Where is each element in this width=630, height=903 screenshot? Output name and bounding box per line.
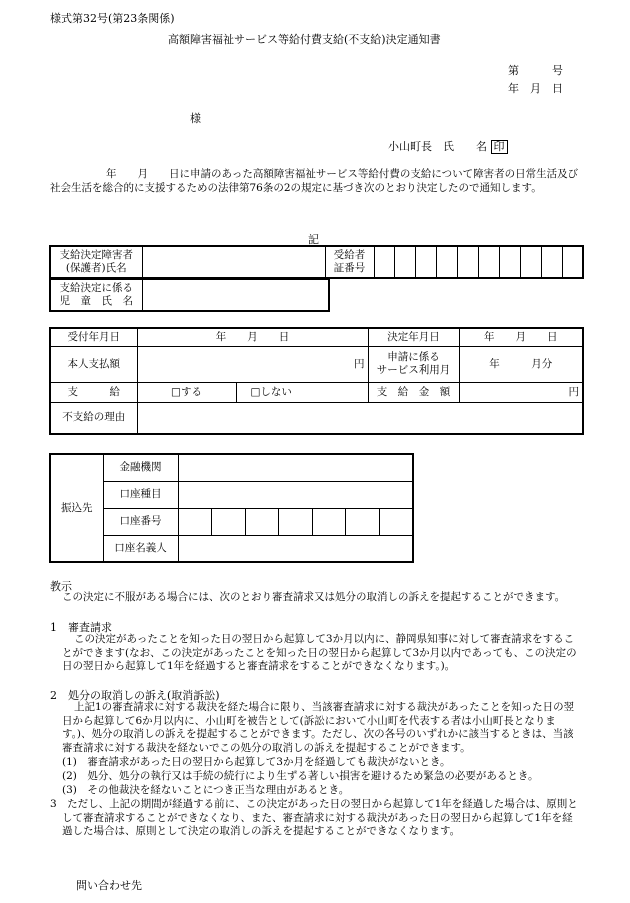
- section2-body: 上記1の審査請求に対する裁決を経た場合に限り、当該審査請求に対する裁決があったことを知った日の翌日から起算して6か月以内に、小山町を被告として(訴訟において小山町を代表する者は小山町長となります。)、処分の取消しの訴えを提起することができます。ただし、次の各号のいずれかに該当するときは、当該審査請求に対する裁決を経ないでこの処分の取消しの訴えを提起することができます。: [62, 701, 575, 754]
- document-title: 高額障害福祉サービス等給付費支給(不支給)決定通知書: [168, 33, 441, 46]
- payment-label: 支 給: [50, 382, 137, 402]
- recipient-name-label: 支給決定障害者 (保護者)氏名: [50, 246, 142, 278]
- item1: (1) 審査請求があった日の翌日から起算して3か月を経過しても裁決がないとき。: [62, 756, 451, 768]
- account-digit[interactable]: [245, 508, 279, 535]
- account-digit[interactable]: [212, 508, 246, 535]
- account-digit[interactable]: [346, 508, 380, 535]
- service-month-value[interactable]: 年 月分: [459, 346, 583, 382]
- cert-digit[interactable]: [541, 246, 562, 278]
- child-name-label: 支給決定に係る 児 童 氏 名: [50, 279, 142, 311]
- section1-title: 1 審査請求: [50, 621, 112, 634]
- payment-option-no[interactable]: □しない: [236, 382, 368, 402]
- reason-field[interactable]: [137, 402, 583, 434]
- decision-date-value[interactable]: 年 月 日: [459, 328, 583, 346]
- contact-label: 問い合わせ先: [76, 879, 142, 892]
- account-number-label: 口座番号: [103, 508, 178, 535]
- cert-digit[interactable]: [416, 246, 437, 278]
- item2: (2) 処分、処分の執行又は手続の続行により生ずる著しい損害を避けるため緊急の必要があるとき。: [62, 770, 539, 782]
- section3: 3 ただし、上記の期間が経過する前に、この決定があった日の翌日から起算して1年を経過した場合は、原則として審査請求することができなくなり、また、審査請求に対する裁決があった日の翌日から起算して1年を経過した場合は、原則として決定の取消しの訴えを提起することができなくなります。: [50, 798, 578, 838]
- reason-label: 不支給の理由: [50, 402, 137, 434]
- sender-name: 小山町長 氏 名: [388, 140, 487, 153]
- recipient-name-field[interactable]: [142, 246, 325, 278]
- bank-label: 金融機関: [103, 454, 178, 481]
- service-month-label: 申請に係る サービス利用月: [368, 346, 459, 382]
- seal-stamp: 印: [491, 140, 508, 154]
- account-digit[interactable]: [380, 508, 414, 535]
- transfer-table: [49, 453, 414, 563]
- recipient-table: [49, 245, 584, 279]
- decision-table: [49, 327, 584, 435]
- account-type-label: 口座種目: [103, 481, 178, 508]
- account-holder-label: 口座名義人: [103, 535, 178, 562]
- section2-title: 2 処分の取消しの訴え(取消訴訟): [50, 689, 220, 702]
- cert-digit[interactable]: [395, 246, 416, 278]
- account-digit[interactable]: [178, 508, 212, 535]
- self-pay-label: 本人支払額: [50, 346, 137, 382]
- received-date-label: 受付年月日: [50, 328, 137, 346]
- account-digit[interactable]: [312, 508, 346, 535]
- notice-intro: この決定に不服がある場合には、次のとおり審査請求又は処分の取消しの訴えを提起することができます。: [62, 591, 566, 603]
- transfer-label: 振込先: [50, 454, 103, 562]
- intro-paragraph: 年 月 日に申請のあった高額障害福祉サービス等給付費の支給について障害者の日常生活及び社会生活を総合的に支援するための法律第76条の2の規定に基づき次のとおり決定したので通知します。: [50, 168, 579, 194]
- notice-heading: 教示: [50, 580, 72, 593]
- date-line: 年 月 日: [508, 82, 563, 95]
- payment-option-yes[interactable]: □する: [137, 382, 236, 402]
- amount-value[interactable]: 円: [459, 382, 583, 402]
- amount-label: 支 給 金 額: [368, 382, 459, 402]
- self-pay-value[interactable]: 円: [137, 346, 368, 382]
- bank-field[interactable]: [178, 454, 413, 481]
- ki-heading: 記: [308, 233, 319, 246]
- received-date-value[interactable]: 年 月 日: [137, 328, 368, 346]
- item3: (3) その他裁決を経ないことにつき正当な理由があるとき。: [62, 784, 350, 796]
- cert-digit[interactable]: [458, 246, 479, 278]
- cert-number-label: 受給者 証番号: [325, 246, 374, 278]
- cert-digit[interactable]: [520, 246, 541, 278]
- number-line: 第 号: [508, 64, 563, 77]
- section1-body: この決定があったことを知った日の翌日から起算して3か月以内に、静岡県知事に対して審査請求をすることができます(なお、この決定があったことを知った日の翌日から起算して3か月以内であっても、この決定の日の翌日から起算して1年を経過すると審査請求をすることができなくなります。)。: [62, 633, 577, 673]
- sender-block: [388, 138, 508, 154]
- account-type-field[interactable]: [178, 481, 413, 508]
- form-label: 様式第32号(第23条関係): [50, 12, 175, 25]
- account-holder-field[interactable]: [178, 535, 413, 562]
- child-table: [49, 278, 330, 312]
- cert-digit[interactable]: [374, 246, 395, 278]
- cert-digit[interactable]: [562, 246, 583, 278]
- decision-date-label: 決定年月日: [368, 328, 459, 346]
- account-digit[interactable]: [279, 508, 313, 535]
- addressee: 様: [190, 112, 201, 125]
- cert-digit[interactable]: [437, 246, 458, 278]
- cert-digit[interactable]: [499, 246, 520, 278]
- cert-digit[interactable]: [478, 246, 499, 278]
- child-name-field[interactable]: [142, 279, 329, 311]
